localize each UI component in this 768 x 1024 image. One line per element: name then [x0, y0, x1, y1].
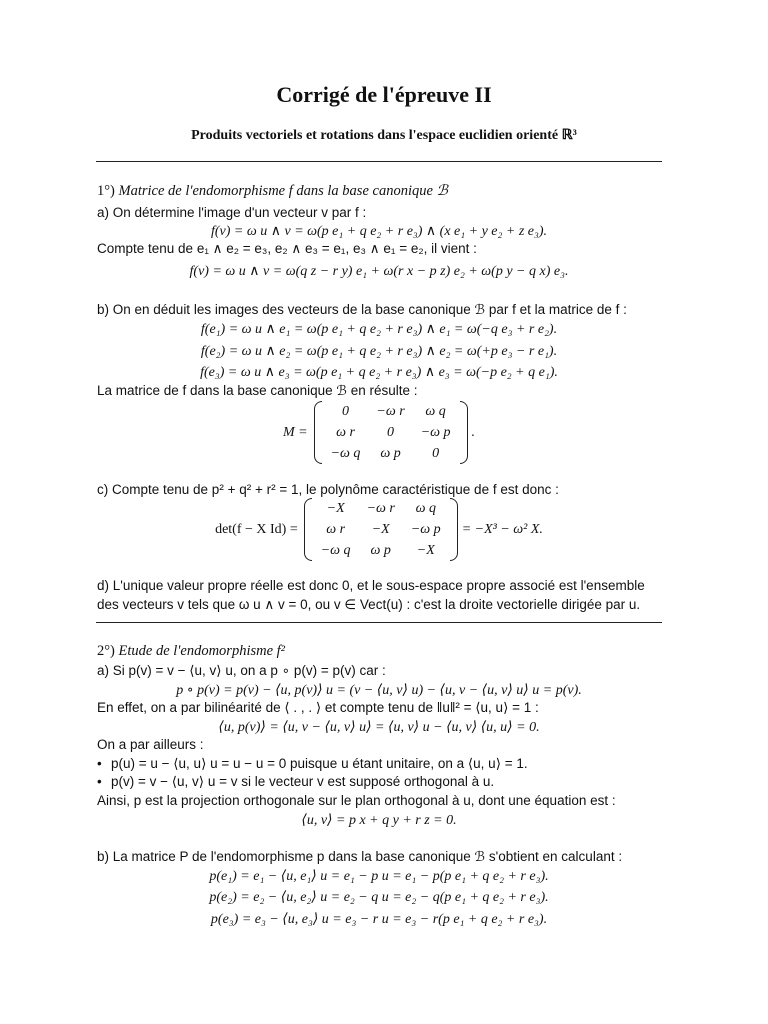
s2-bullet-1	[97, 756, 528, 772]
s2-b-equation-3: p(e₃) = e₃ − ⟨u, e₃⟩ u = e₃ − r u = e₃ − r(p e₁ + q e₂ + r e₃).	[210, 912, 548, 927]
s1-b-equation-2: f(e₂) = ω u ∧ e₂ = ω(p e₁ + q e₂ + r e₃) ∧ e₂ = ω(+p e₃ − r e₁).	[200, 344, 558, 359]
matrix-cell: ω p	[380, 446, 401, 461]
s2-a-equation-1: p ∘ p(v) = p(v) − ⟨u, p(v)⟩ u = (v − ⟨u, v⟩ u) − ⟨u, v − ⟨u, v⟩ u⟩ u = p(v).	[176, 683, 582, 698]
determinant-result: = −X³ − ω² X.	[461, 521, 543, 537]
matrix-M-equation	[283, 401, 475, 464]
section-1-title: Matrice de l'endomorphisme f dans la base canonique ℬ	[118, 183, 448, 199]
matrix-cell: ω r	[336, 425, 355, 440]
s1-a-equation-1: f(v) = ω u ∧ v = ω(p e₁ + q e₂ + r e₃) ∧ (x e₁ + y e₂ + z e₃).	[210, 224, 548, 239]
s2-b-intro: b) La matrice P de l'endomorphisme p dans la base canonique ℬ s'obtient en calculant :	[97, 849, 623, 864]
section-2-number: 2°)	[97, 643, 115, 659]
matrix-M-label: M =	[282, 424, 308, 440]
matrix-M	[314, 401, 468, 464]
matrix-cell: −ω r	[376, 404, 405, 419]
matrix-cell: ω q	[415, 501, 436, 516]
s1-d-line-2: des vecteurs v tels que ω u ∧ v = 0, ou v ∈ Vect(u) : c'est la droite vectorielle dirigée par u.	[97, 597, 641, 612]
divider	[96, 161, 662, 162]
s1-b-equation-3: f(e₃) = ω u ∧ e₃ = ω(p e₁ + q e₂ + r e₃) ∧ e₃ = ω(−p e₂ + q e₁).	[200, 365, 558, 380]
section-1-heading	[97, 183, 448, 200]
s2-b-equation-1: p(e₁) = e₁ − ⟨u, e₁⟩ u = e₁ − p u = e₁ − p(p e₁ + q e₂ + r e₃).	[209, 869, 549, 884]
page-title: Corrigé de l'épreuve II	[276, 82, 492, 107]
determinant-label: det(f − X Id) =	[215, 521, 298, 537]
s2-a-note: En effet, on a par bilinéarité de ⟨ . , . ⟩ et compte tenu de ‖u‖² = ⟨u, u⟩ = 1 :	[97, 700, 539, 715]
s2-a-conclusion: Ainsi, p est la projection orthogonale sur le plan orthogonal à u, dont une équation est :	[97, 793, 616, 808]
bullet-icon: •	[97, 756, 102, 771]
matrix-cell: ω q	[425, 404, 446, 419]
s2-bullet-1-text: p(u) = u − ⟨u, u⟩ u = u − u = 0 puisque u étant unitaire, on a ⟨u, u⟩ = 1.	[111, 756, 528, 771]
matrix-cell: 0	[341, 404, 349, 419]
matrix-det-block	[96, 498, 662, 561]
s2-a-equation-2: ⟨u, p(v)⟩ = ⟨u, v − ⟨u, v⟩ u⟩ = ⟨u, v⟩ u − ⟨u, v⟩ ⟨u, u⟩ = 0.	[218, 720, 540, 735]
matrix-cell: −X	[371, 522, 390, 537]
matrix-cell: ω p	[370, 543, 391, 558]
matrix-cell: −X	[416, 543, 435, 558]
s1-b-equation-1: f(e₁) = ω u ∧ e₁ = ω(p e₁ + q e₂ + r e₃) ∧ e₁ = ω(−q e₃ + r e₂).	[200, 322, 558, 337]
s2-bullet-2-text: p(v) = v − ⟨u, v⟩ u = v si le vecteur v est supposé orthogonal à u.	[111, 774, 495, 789]
matrix-cell: −ω r	[366, 501, 395, 516]
s1-b-matrix-intro: La matrice de f dans la base canonique ℬ en résulte :	[97, 383, 418, 398]
s2-a-equation-3: ⟨u, v⟩ = p x + q y + r z = 0.	[301, 813, 457, 828]
determinant-matrix	[304, 498, 458, 561]
s1-a-intro: a) On détermine l'image d'un vecteur v par f :	[97, 205, 367, 220]
matrix-cell: ω r	[326, 522, 346, 537]
s1-c-intro: c) Compte tenu de p² + q² + r² = 1, le polynôme caractéristique de f est donc :	[97, 482, 559, 497]
s1-d-line-1: d) L'unique valeur propre réelle est donc 0, et le sous-espace propre associé est l'ensemble	[97, 578, 645, 593]
matrix-cell: 0	[432, 446, 440, 461]
bullet-icon: •	[97, 774, 102, 789]
s1-b-intro: b) On en déduit les images des vecteurs de la base canonique ℬ par f et la matrice de f :	[97, 302, 627, 317]
determinant-equation	[215, 498, 543, 561]
matrix-cell: −ω q	[320, 543, 351, 558]
page-subtitle: Produits vectoriels et rotations dans l'espace euclidien orienté ℝ³	[191, 128, 577, 143]
s1-a-note: Compte tenu de e₁ ∧ e₂ = e₃, e₂ ∧ e₃ = e₁, e₃ ∧ e₁ = e₂, il vient :	[97, 241, 477, 256]
matrix-M-suffix: .	[471, 424, 476, 440]
matrix-cell: −ω p	[410, 522, 441, 537]
section-1-number: 1°)	[97, 183, 115, 199]
matrix-cell: −ω q	[330, 446, 361, 461]
s2-a-also: On a par ailleurs :	[97, 737, 204, 752]
matrix-M-block	[96, 401, 662, 464]
matrix-cell: −ω p	[420, 425, 451, 440]
section-2-title: Etude de l'endomorphisme f²	[118, 643, 286, 659]
s2-b-equation-2: p(e₂) = e₂ − ⟨u, e₂⟩ u = e₂ − q u = e₂ − q(p e₁ + q e₂ + r e₃).	[209, 890, 549, 905]
matrix-cell: −X	[326, 501, 345, 516]
s2-a-intro: a) Si p(v) = v − ⟨u, v⟩ u, on a p ∘ p(v) = p(v) car :	[97, 663, 386, 678]
divider	[96, 622, 662, 623]
s2-bullet-2	[97, 774, 494, 790]
section-2-heading	[97, 643, 285, 660]
s1-a-equation-2: f(v) = ω u ∧ v = ω(q z − r y) e₁ + ω(r x − p z) e₂ + ω(p y − q x) e₃.	[189, 264, 569, 279]
matrix-cell: 0	[387, 425, 395, 440]
